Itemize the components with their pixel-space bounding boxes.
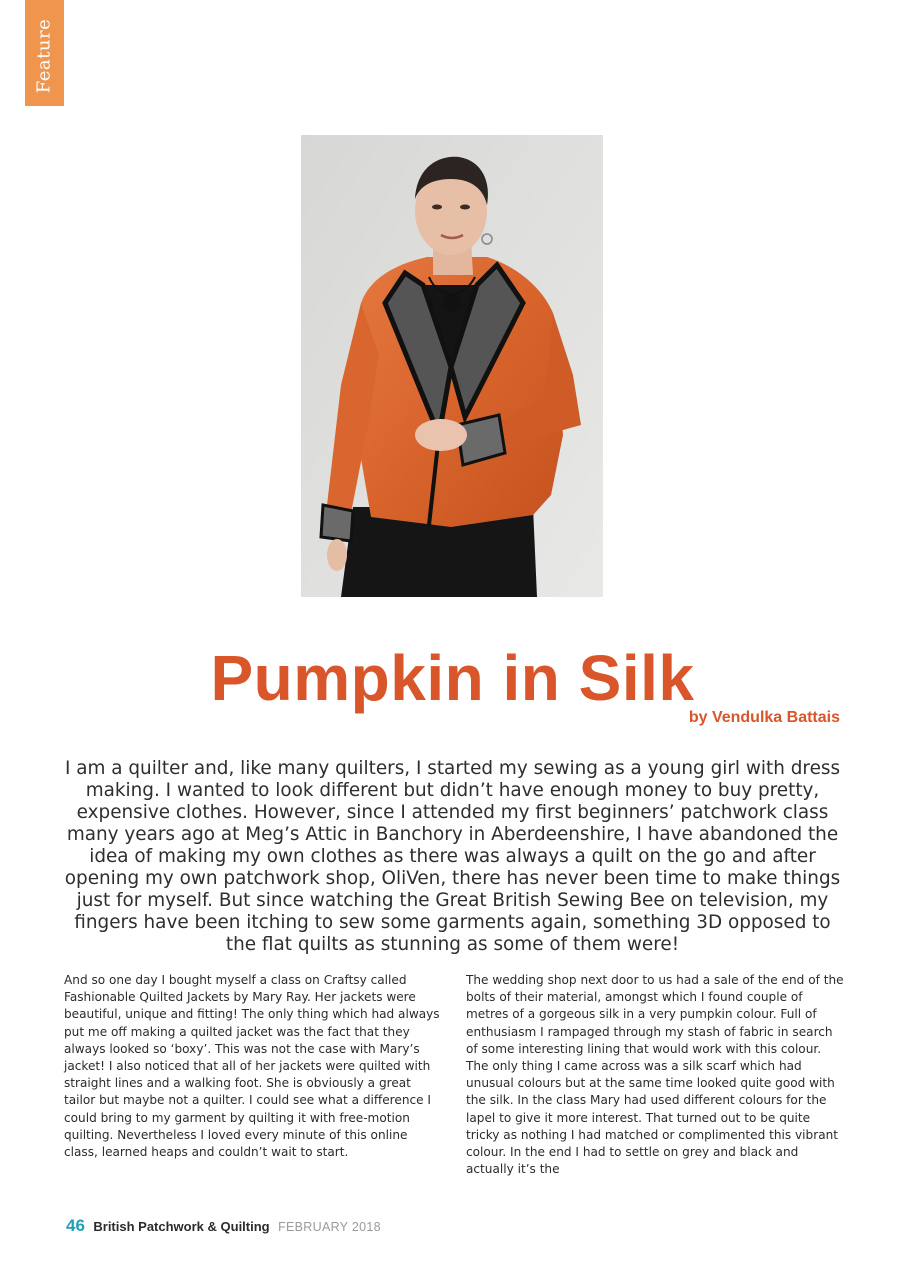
article-body (64, 972, 844, 1178)
issue-date: FEBRUARY 2018 (278, 1220, 381, 1234)
article-title: Pumpkin in Silk (210, 642, 695, 714)
section-tab-label: Feature (33, 18, 55, 94)
article-photo (301, 135, 603, 597)
magazine-name: British Patchwork & Quilting (93, 1219, 270, 1234)
page-number: 46 (66, 1216, 85, 1235)
article-column-left: And so one day I bought myself a class on Craftsy called Fashionable Quilted Jackets by Mary Ray. Her jackets were beautiful, unique and fitting! The only thing which had always put me off making a quilted jacket was the fact that they always looked so ‘boxy’. This was not the case with Mary’s jacket! I also noticed that all of her jackets were quilted with straight lines and a walking foot. She is obviously a great tailor but maybe not a quilter. I could see what a difference I could bring to my garment by quilting it with free-motion quilting. Nevertheless I loved every minute of this online class, learned heaps and couldn’t wait to start. (64, 973, 440, 1160)
article-intro: I am a quilter and, like many quilters, I started my sewing as a young girl with dress making. I wanted to look different but didn’t have enough money to buy pretty, expensive clothes. However, since I attended my first beginners’ patchwork class many years ago at Meg’s Attic in Banchory in Aberdeenshire, I have abandoned the idea of making my own clothes as there was always a quilt on the go and after opening my own patchwork shop, OliVen, there has never been time to make things just for myself. But since watching the Great British Sewing Bee on television, my fingers have been itching to sew some garments again, something 3D opposed to the flat quilts as stunning as some of them were! (64, 758, 841, 955)
page-footer (66, 1216, 381, 1236)
jacket-portrait-illustration (301, 135, 603, 597)
article-byline: by Vendulka Battais (688, 709, 840, 726)
article-column-right: The wedding shop next door to us had a sale of the end of the bolts of their material, amongst which I found couple of metres of a gorgeous silk in a very pumpkin colour. Full of enthusiasm I rampaged through my stash of fabric in search of some interesting lining that would work with this colour. The only thing I came across was a silk scarf which had unusual colours but at the same time looked quite good with the silk. In the class Mary had used different colours for the lapel to give it more interest. That turned out to be quite tricky as nothing I had matched or complimented this vibrant colour. In the end I had to settle on grey and black and actually it’s the (466, 973, 844, 1177)
section-tab (25, 0, 64, 106)
